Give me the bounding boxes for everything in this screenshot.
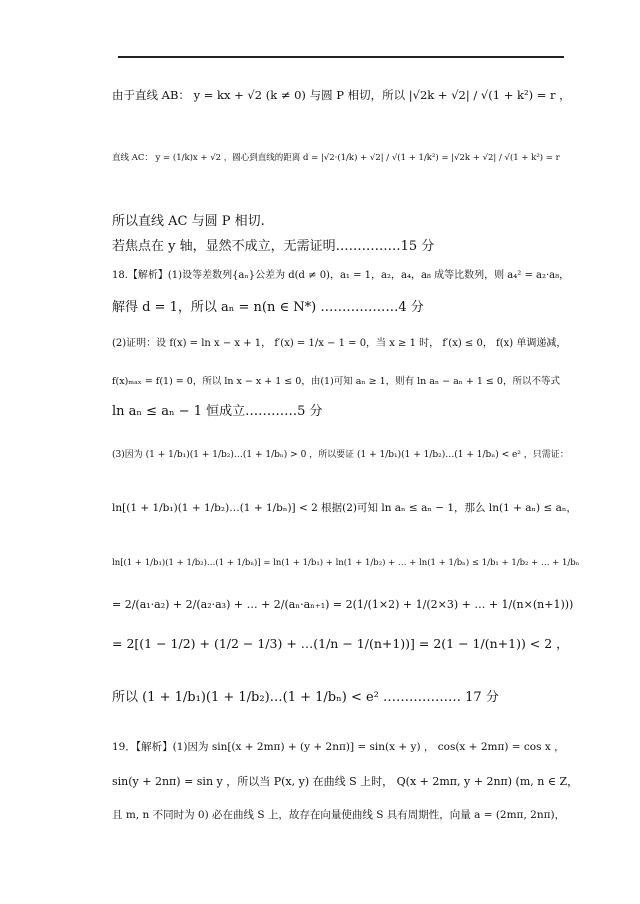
text-line-9: ln aₙ ≤ aₙ − 1 恒成立…………5 分 [112,404,323,419]
text-line-13: = 2/(a₁·a₂) + 2/(a₂·a₃) + … + 2/(aₙ·aₙ₊₁) = 2(1/(1×2) + 1/(2×3) + … + 1/(n×(n+1))) [112,598,574,611]
text-line-14: = 2[(1 − 1/2) + (1/2 − 1/3) + …(1/n − 1/(n+1))] = 2(1 − 1/(n+1)) < 2 ， [112,636,569,651]
text-line-2: 直线 AC： y = (1/k)x + √2 ，圆心到直线的距离 d = |√2·(1/k) + √2| / √(1 + 1/k²) = |√2k + √2| / √(1 + k²) = r [112,153,560,163]
text-line-5: 18.【解析】(1)设等差数列{aₙ}公差为 d(d ≠ 0)，a₁ = 1，a₂，a₄，a₈ 成等比数列，则 a₄² = a₂·a₈， [112,270,570,281]
text-line-16: 19．【解析】(1)因为 sin[(x + 2mπ) + (y + 2nπ)] = sin(x + y) ， cos(x + 2mπ) = cos x ， [112,741,565,753]
text-line-7: (2)证明：设 f(x) = ln x − x + 1， f′(x) = 1/x − 1 = 0，当 x ≥ 1 时， f′(x) ≤ 0， f(x) 单调递减， [112,338,567,349]
text-line-3: 所以直线 AC 与圆 P 相切. [112,214,265,229]
text-line-11: ln[(1 + 1/b₁)(1 + 1/b₂)…(1 + 1/bₙ)] < 2 根据(2)可知 ln aₙ ≤ aₙ − 1，那么 ln(1 + aₙ) ≤ aₙ， [112,502,577,514]
text-line-10: (3)因为 (1 + 1/b₁)(1 + 1/b₂)…(1 + 1/bₙ) > 0 ，所以要证 (1 + 1/b₁)(1 + 1/b₂)…(1 + 1/bₙ) < e² ，只需证： [112,450,569,460]
text-line-17: sin(y + 2nπ) = sin y ，所以当 P(x, y) 在曲线 S 上时， Q(x + 2mπ, y + 2nπ) (m, n ∈ Z， [112,775,579,788]
text-line-1: 由于直线 AB： y = kx + √2 (k ≠ 0) 与圆 P 相切，所以 |√2k + √2| / √(1 + k²) = r ， [112,88,571,102]
text-line-8: f(x)ₘₐₓ = f(1) = 0，所以 ln x − x + 1 ≤ 0，由(1)可知 aₙ ≥ 1，则有 ln aₙ − aₙ + 1 ≤ 0，所以不等式 [112,376,560,387]
text-line-18: 且 m, n 不同时为 0) 必在曲线 S 上，故存在向量使曲线 S 具有周期性，向量 a = (2mπ, 2nπ)， [112,809,566,821]
text-line-6: 解得 d = 1，所以 aₙ = n(n ∈ N*) ………………4 分 [112,300,424,315]
text-line-4: 若焦点在 y 轴，显然不成立，无需证明……………15 分 [112,239,435,254]
top-rule [118,56,564,58]
text-line-12: ln[(1 + 1/b₁)(1 + 1/b₂)…(1 + 1/bₙ)] = ln(1 + 1/b₁) + ln(1 + 1/b₂) + … + ln(1 + 1/bₙ) ≤ 1/b₁ + 1/b₂ + … + 1/bₙ [112,558,580,568]
text-line-15: 所以 (1 + 1/b₁)(1 + 1/b₂)…(1 + 1/bₙ) < e² ……………… 17 分 [112,690,499,705]
